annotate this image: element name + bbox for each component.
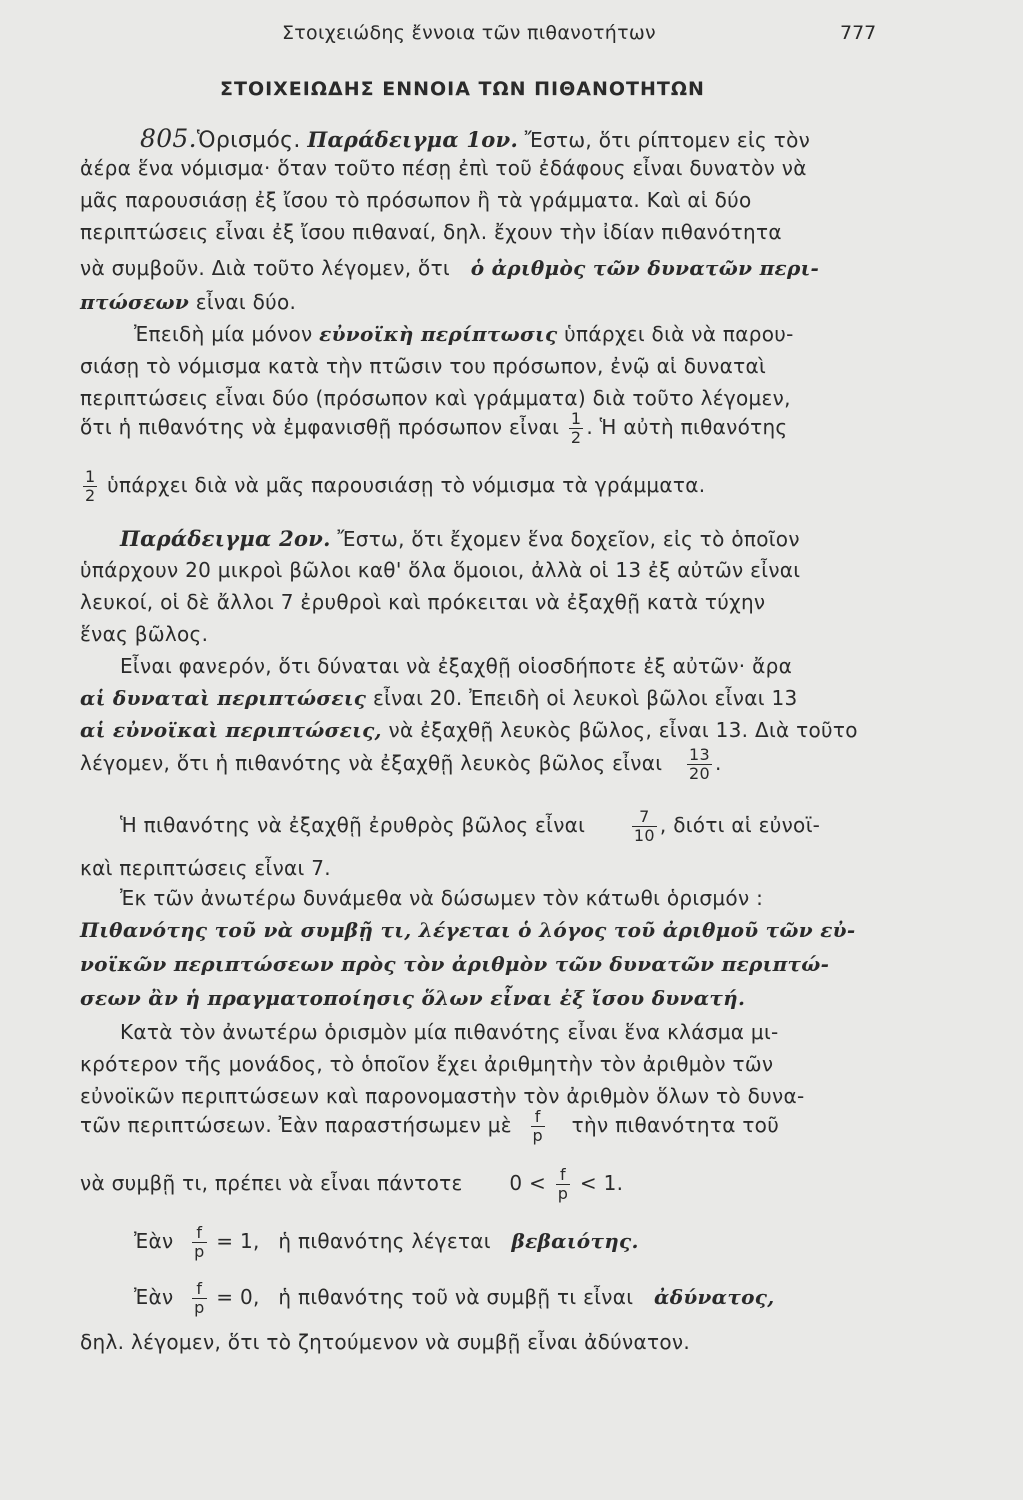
text-run: = 0,	[216, 1285, 260, 1309]
paragraph-line	[80, 256, 819, 280]
text-run: . Ἡ αὐτὴ πιθανότης	[586, 415, 788, 439]
paragraph-line	[80, 468, 705, 505]
paragraph-line: εὐνοϊκῶν περιπτώσεων καὶ παρονομαστὴν τὸν ἀριθμὸν ὅλων τὸ δυνα-	[80, 1084, 805, 1108]
denominator: 20	[689, 764, 710, 783]
definition-heading: Ὁρισμός.	[196, 128, 301, 153]
paragraph-line	[80, 410, 787, 447]
emphasis-text: ἀδύνατος,	[654, 1285, 775, 1309]
paragraph-line: μᾶς παρουσιάσῃ ἐξ ἴσου τὸ πρόσωπον ἢ τὰ γράμματα. Καὶ αἱ δύο	[80, 188, 752, 212]
text-run: Ἐὰν	[134, 1285, 174, 1309]
definition-line: Πιθανότης τοῦ νὰ συμβῇ τι, λέγεται ὁ λόγος τοῦ ἀριθμοῦ τῶν εὐ-	[80, 918, 856, 942]
paragraph-line	[134, 322, 794, 346]
paragraph-line: λέγομεν, ὅτι ἡ πιθανότης νὰ ἐξαχθῇ λευκὸς βῶλος εἶναι $\frac{13}{20}$ .	[80, 745, 722, 783]
text-run: τῶν περιπτώσεων. Ἐὰν παραστήσωμεν μὲ	[80, 1113, 512, 1137]
fraction-f-over-p	[531, 1108, 545, 1145]
paragraph-line: περιπτώσεις εἶναι δύο (πρόσωπον καὶ γράμματα) διὰ τοῦτο λέγομεν,	[80, 386, 791, 410]
definition-line: νοϊκῶν περιπτώσεων πρὸς τὸν ἀριθμὸν τῶν δυνατῶν περιπτώ-	[80, 952, 830, 976]
text-run: Ἔστω, ὅτι ἔχομεν ἕνα δοχεῖον, εἰς τὸ ὁποῖον	[337, 527, 800, 551]
text-run: νὰ συμβοῦν. Διὰ τοῦτο λέγομεν, ὅτι	[80, 256, 451, 280]
text-run: ἡ πιθανότης λέγεται	[278, 1229, 491, 1253]
fraction-one-half	[83, 468, 97, 505]
numerator: f	[196, 1223, 203, 1242]
paragraph-line	[80, 718, 858, 742]
text-run: εἶναι 20. Ἐπειδὴ οἱ λευκοὶ βῶλοι εἶναι 13	[372, 686, 798, 710]
fraction-seven-tenths	[632, 808, 657, 845]
paragraph-line	[80, 290, 296, 314]
paragraph-line	[120, 526, 800, 551]
text-run: νὰ ἐξαχθῇ λευκὸς βῶλος, εἶναι 13. Διὰ τοῦτο	[388, 718, 858, 742]
denominator: p	[532, 1126, 543, 1145]
page-title: ΣΤΟΙΧΕΙΩΔΗΣ ΕΝΝΟΙΑ ΤΩΝ ΠΙΘΑΝΟΤΗΤΩΝ	[220, 78, 705, 100]
text-run: ὑπάρχει διὰ νὰ μᾶς παρουσιάσῃ τὸ νόμισμα τὰ γράμματα.	[107, 473, 706, 497]
emphasis-text: βεβαιότης.	[511, 1229, 639, 1253]
denominator: 10	[633, 826, 655, 845]
fraction-f-over-p	[192, 1224, 206, 1261]
paragraph-line: Ἐκ τῶν ἀνωτέρω δυνάμεθα νὰ δώσωμεν τὸν κάτωθι ὁρισμόν :	[120, 886, 764, 910]
fraction-f-over-p	[556, 1166, 570, 1203]
fraction-thirteen-twentieths	[687, 746, 712, 783]
denominator: 2	[570, 428, 582, 447]
numerator: f	[534, 1107, 541, 1126]
example-2-heading: Παράδειγμα 2ον.	[120, 526, 331, 551]
text-run: λέγομεν, ὅτι ἡ πιθανότης νὰ ἐξαχθῇ λευκὸς βῶλος εἶναι	[80, 751, 663, 775]
paragraph-line: ἀέρα ἕνα νόμισμα· ὅταν τοῦτο πέσῃ ἐπὶ τοῦ ἐδάφους εἶναι δυνατὸν νὰ	[80, 156, 807, 180]
fraction-one-half	[569, 410, 583, 447]
paragraph-line: λευκοί, οἱ δὲ ἄλλοι 7 ἐρυθροὶ καὶ πρόκειται νὰ ἐξαχθῇ κατὰ τύχην	[80, 590, 766, 614]
paragraph-line	[80, 1166, 623, 1203]
section-number: 805.	[140, 124, 197, 153]
running-title: Στοιχειώδης ἔννοια τῶν πιθανοτήτων	[282, 22, 656, 44]
emphasis-text: ὁ ἀριθμὸς τῶν δυνατῶν περι-	[470, 256, 820, 280]
inequality-left: 0 <	[509, 1171, 547, 1195]
inequality-right: < 1.	[579, 1171, 624, 1195]
paragraph-line: Κατὰ τὸν ἀνωτέρω ὁρισμὸν μία πιθανότης εἶναι ἕνα κλάσμα μι-	[120, 1020, 779, 1044]
paragraph-line: ἕνας βῶλος.	[80, 622, 209, 646]
numerator: 1	[85, 467, 96, 486]
text-run: τὴν πιθανότητα τοῦ	[571, 1113, 780, 1137]
text-run: Ἡ πιθανότης νὰ ἐξαχθῇ ἐρυθρὸς βῶλος εἶναι	[120, 813, 586, 837]
text-run: εἶναι δύο.	[195, 290, 297, 314]
text-run: ὅτι ἡ πιθανότης νὰ ἐμφανισθῇ πρόσωπον εἶναι	[80, 415, 560, 439]
paragraph-line: καὶ περιπτώσεις εἶναι 7.	[80, 856, 331, 880]
text-run: νὰ συμβῇ τι, πρέπει νὰ εἶναι πάντοτε	[80, 1171, 463, 1195]
emphasis-text: πτώσεων	[80, 290, 190, 314]
denominator: p	[194, 1242, 205, 1261]
text-run: ἡ πιθανότης τοῦ νὰ συμβῇ τι εἶναι	[278, 1285, 634, 1309]
numerator: 13	[689, 745, 710, 764]
numerator: f	[196, 1279, 203, 1298]
text-run: , διότι αἱ εὐνοϊ-	[659, 813, 821, 837]
paragraph-line	[120, 808, 820, 845]
paragraph-line: περιπτώσεις εἶναι ἐξ ἴσου πιθαναί, δηλ. ἔχουν τὴν ἰδίαν πιθανότητα	[80, 220, 782, 244]
page-number: 777	[840, 22, 877, 44]
text-run: Ἐπειδὴ μία μόνον	[134, 322, 313, 346]
definition-line: σεων ἂν ἡ πραγματοποίησις ὅλων εἶναι ἐξ ἴσου δυνατή.	[80, 986, 746, 1010]
fraction-f-over-p	[192, 1280, 206, 1317]
paragraph-line: ὑπάρχουν 20 μικροὶ βῶλοι καθ' ὅλα ὅμοιοι, ἀλλὰ οἱ 13 ἐξ αὐτῶν εἶναι	[80, 558, 801, 582]
emphasis-text: αἱ δυναταὶ περιπτώσεις	[80, 686, 367, 710]
section-heading-line	[140, 124, 810, 153]
paragraph-line: κρότερον τῆς μονάδος, τὸ ὁποῖον ἔχει ἀριθμητὴν τὸν ἀριθμὸν τῶν	[80, 1052, 774, 1076]
numerator: 1	[570, 409, 582, 428]
denominator: p	[194, 1298, 205, 1317]
paragraph-line	[80, 686, 798, 710]
text-run: ὑπάρχει διὰ νὰ παρου-	[564, 322, 794, 346]
paragraph-line: Εἶναι φανερόν, ὅτι δύναται νὰ ἐξαχθῇ οἱοσδήποτε ἐξ αὐτῶν· ἄρα	[120, 654, 793, 678]
paragraph-text: Ἔστω, ὅτι ρίπτομεν εἰς τὸν	[524, 128, 811, 152]
paragraph-line	[134, 1280, 775, 1317]
paragraph-line: δηλ. λέγομεν, ὅτι τὸ ζητούμενον νὰ συμβῇ εἶναι ἀδύνατον.	[80, 1330, 691, 1354]
emphasis-text: εὐνοϊκὴ περίπτωσις	[319, 322, 558, 346]
paragraph-line	[80, 1108, 779, 1145]
example-1-heading: Παράδειγμα 1ον.	[307, 127, 519, 152]
emphasis-text: αἱ εὐνοϊκαὶ περιπτώσεις,	[80, 718, 382, 742]
denominator: 2	[85, 486, 96, 505]
denominator: p	[557, 1184, 569, 1203]
paragraph-line: σιάσῃ τὸ νόμισμα κατὰ τὴν πτῶσιν του πρόσωπον, ἐνῷ αἱ δυναταὶ	[80, 354, 767, 378]
numerator: 7	[639, 807, 650, 826]
text-run: Ἐὰν	[134, 1229, 174, 1253]
numerator: f	[560, 1165, 566, 1184]
text-run: = 1,	[216, 1229, 260, 1253]
paragraph-line	[134, 1224, 639, 1261]
